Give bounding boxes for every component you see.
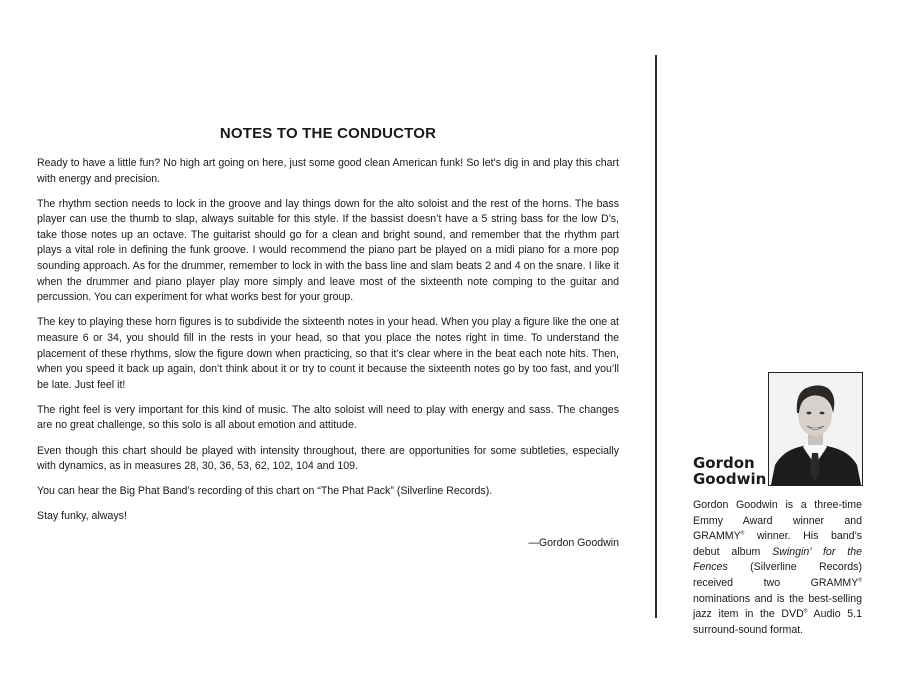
notes-paragraph: The rhythm section needs to lock in the groove and lay things down for the alto soloist and the rest of the horns. The bass player can use the thumb to slap, always suitable for this style. If the bassist doesn’t have a 5 string bass for the low D’s, take those notes up an octave. The guitarist should go for a clean and bright sound, and remember that the rhythm part plays a vital role in defining the funk groove. I would recommend the piano part be played on a midi piano for a more pop sounding approach. As for the drummer, remember to lock in with the bass line and slam beats 2 and 4 on the snare. I like it when the drummer and piano player play more simply and leave most of the sixteenth note comping to the guitar and percussion. You can experiment for what works best for your group. [37, 197, 619, 304]
bio-name [693, 455, 783, 487]
album-title: Swingin’ for the Fences [693, 545, 862, 574]
page-title: NOTES TO THE CONDUCTOR [219, 125, 437, 142]
signature: —Gordon Goodwin [528, 537, 619, 549]
bio-text-segment: Gordon Goodwin is a three-time Emmy Award winner and GRAMMY [693, 499, 862, 543]
notes-paragraph: Stay funky, always! [37, 510, 127, 523]
registered-mark: ® [803, 608, 808, 615]
bio-text [693, 498, 862, 638]
bio-text-segment: nominations and is the best-selling jazz item in the DVD [693, 592, 862, 621]
registered-mark: ® [858, 577, 862, 584]
bio-text-segment: Audio 5.1 surround-sound format. [693, 608, 862, 636]
notes-paragraph: The key to playing these horn figures is to subdivide the sixteenth notes in your head. When you play a figure like the one at measure 6 or 34, you should fill in the rests in your head, so that you place the notes right in time. To understand the placement of these rhythms, slow the figure down when practicing, so that it’s clear where in the beat each note hits. Then, when you speed it back up again, don’t think about it or try to count it because the sixteenth notes go by too fast, and you’ll be late. Just feel it! [37, 316, 619, 391]
conductor-notes [37, 156, 619, 534]
notes-paragraph: You can hear the Big Phat Band’s recording of this chart on “The Phat Pack” (Silverline Records). [37, 485, 493, 498]
notes-paragraph: Even though this chart should be played with intensity throughout, there are opportunities for some subtleties, especially with dynamics, as in measures 28, 30, 36, 53, 62, 102, 104 and 109. [37, 444, 619, 473]
bio-last-name: Goodwin [693, 470, 767, 488]
bio-text-segment: winner. His band’s debut album [693, 530, 862, 558]
column-divider [655, 55, 657, 618]
bio-text-segment: (Silverline Records) received two GRAMMY [693, 561, 862, 589]
notes-paragraph: Ready to have a little fun? No high art going on here, just some good clean American funk! So let’s dig in and play this chart with energy and precision. [37, 157, 619, 185]
registered-mark: ® [740, 530, 745, 537]
bio-first-name: Gordon [693, 454, 755, 472]
notes-paragraph: The right feel is very important for this kind of music. The alto soloist will need to play with energy and sass. The changes are no great challenge, so this solo is all about emotion and attitude. [37, 403, 619, 432]
